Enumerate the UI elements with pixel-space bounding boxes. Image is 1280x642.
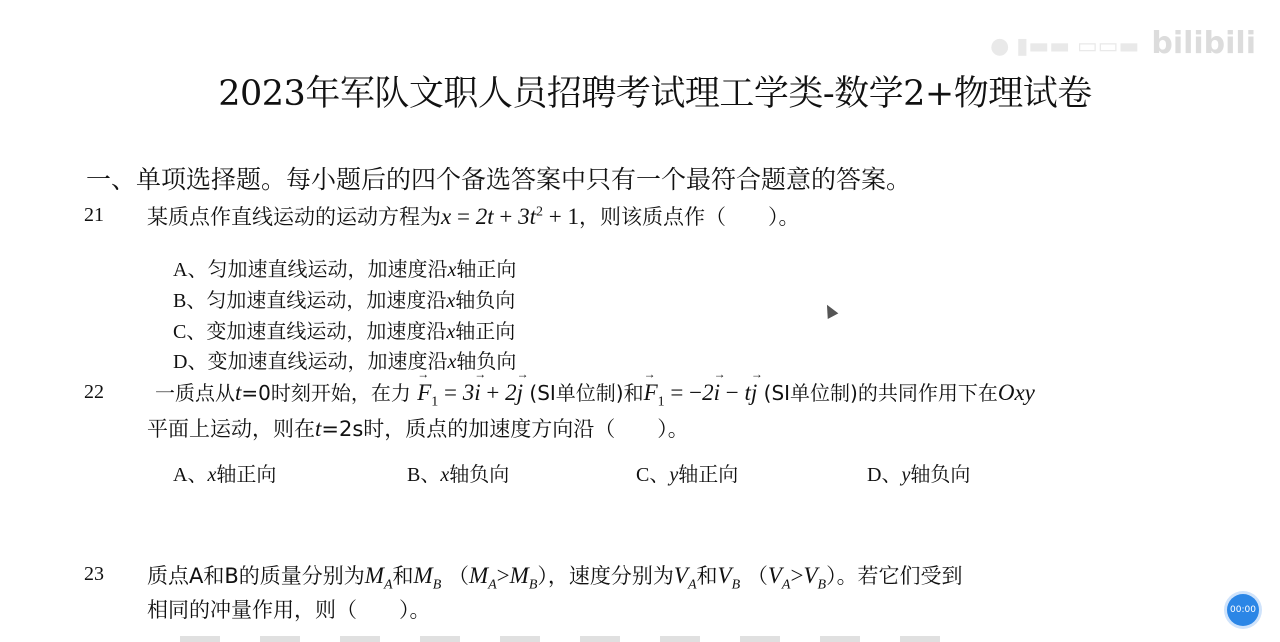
option-c: C、变加速直线运动，加速度沿x轴正向	[173, 319, 516, 343]
section-heading: 一、单项选择题。每小题后的四个备选答案中只有一个最符合题意的答案。	[86, 165, 912, 194]
timer-badge[interactable]: 00:00	[1227, 594, 1259, 626]
option-b: B、x轴负向	[407, 462, 510, 486]
question-21-stem: 某质点作直线运动的运动方程为$x = 2t + 3t^2 + 1$，则该质点作（ ）。	[147, 204, 800, 229]
mouse-cursor-icon	[822, 302, 839, 319]
watermark: ● ▮▬▬ ▭▭▬ bilibili	[990, 26, 1256, 61]
question-23-stem-line2: 相同的冲量作用，则（ ）。	[147, 598, 431, 622]
question-number: 23	[84, 563, 104, 585]
option-c: C、y轴正向	[636, 462, 739, 486]
cut-off-next-line	[180, 636, 940, 642]
question-number: 22	[84, 381, 104, 403]
question-22-stem-line2: 平面上运动，则在t=2s时，质点的加速度方向沿（ ）。	[147, 416, 689, 441]
option-d: D、变加速直线运动，加速度沿x轴负向	[173, 349, 517, 373]
option-a: A、x轴正向	[173, 462, 277, 486]
option-a: A、匀加速直线运动，加速度沿x轴正向	[173, 257, 517, 281]
question-22-stem-line1: 一质点从t=0时刻开始，在力 → $F_1 = 3\to i + 2\to j$ (SI单位制)和→ $F_1 = -2\to i - t\to j$ (SI单位制)的共同作用下在Oxy	[155, 377, 1035, 411]
bilibili-logo: bilibili	[1151, 26, 1256, 61]
option-b: B、匀加速直线运动，加速度沿x轴负向	[173, 288, 516, 312]
question-number: 21	[84, 204, 104, 226]
page-title: 2023年军队文职人员招聘考试理工学类-数学2+物理试卷	[218, 74, 1092, 114]
option-d: D、y轴负向	[867, 462, 971, 486]
question-23-stem-line1: 质点A和B的质量分别为$M_A$和$M_B$ $(M_A>M_B)$，速度分别为$V_A$和$V_B$ $(V_A>V_B)$。若它们受到	[147, 563, 963, 593]
